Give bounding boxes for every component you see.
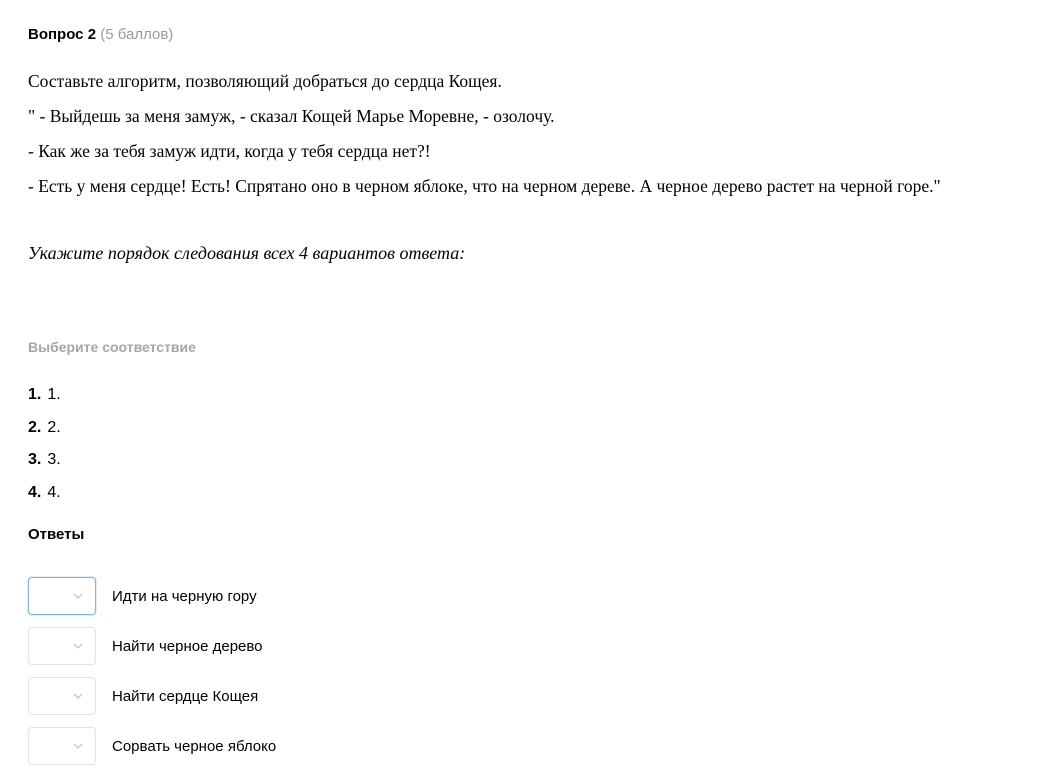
question-text-line: - Как же за тебя замуж идти, когда у тебя сердца нет?! (28, 141, 431, 161)
answer-label: Сорвать черное яблоко (112, 738, 277, 755)
order-slot (28, 416, 61, 449)
question-title: Вопрос 2 (28, 26, 97, 43)
matching-hint: Выберите соответствие (28, 339, 196, 355)
answer-label: Найти сердце Кощея (112, 688, 259, 705)
question-text (28, 70, 1038, 210)
order-slot-number: 2. (28, 418, 42, 436)
chevron-down-icon (72, 690, 84, 702)
answer-label: Идти на черную гору (112, 588, 257, 605)
order-select-dropdown[interactable] (28, 727, 96, 765)
order-slot-value: 4. (47, 484, 61, 502)
chevron-down-icon (72, 590, 84, 602)
chevron-down-icon (72, 640, 84, 652)
order-slot-list (28, 383, 61, 514)
order-select-dropdown[interactable] (28, 677, 96, 715)
question-instruction: Укажите порядок следования всех 4 вариантов ответа: (28, 243, 466, 263)
chevron-down-icon (72, 740, 84, 752)
order-slot-number: 3. (28, 451, 42, 469)
question-text-line: Составьте алгоритм, позволяющий добраться до сердца Кощея. (28, 71, 502, 91)
order-slot-number: 1. (28, 386, 42, 403)
order-slot-value: 1. (47, 386, 61, 403)
order-slot (28, 448, 61, 481)
order-select-dropdown[interactable] (28, 627, 96, 665)
answer-label: Найти черное дерево (112, 638, 263, 655)
question-points: (5 баллов) (100, 26, 174, 43)
order-select-dropdown[interactable] (28, 577, 96, 615)
order-slot (28, 481, 61, 514)
question-text-line: - Есть у меня сердце! Есть! Спрятано оно в черном яблоке, что на черном дереве. А черное дерево растет на черной горе." (28, 176, 941, 196)
order-slot-value: 3. (47, 451, 61, 469)
question-header (28, 25, 173, 45)
order-slot-value: 2. (47, 418, 61, 436)
answers-heading: Ответы (28, 526, 85, 543)
question-text-line: " - Выйдешь за меня замуж, - сказал Кощей Марье Моревне, - озолочу. (28, 106, 555, 126)
order-slot-number: 4. (28, 484, 42, 502)
order-slot (28, 383, 61, 416)
